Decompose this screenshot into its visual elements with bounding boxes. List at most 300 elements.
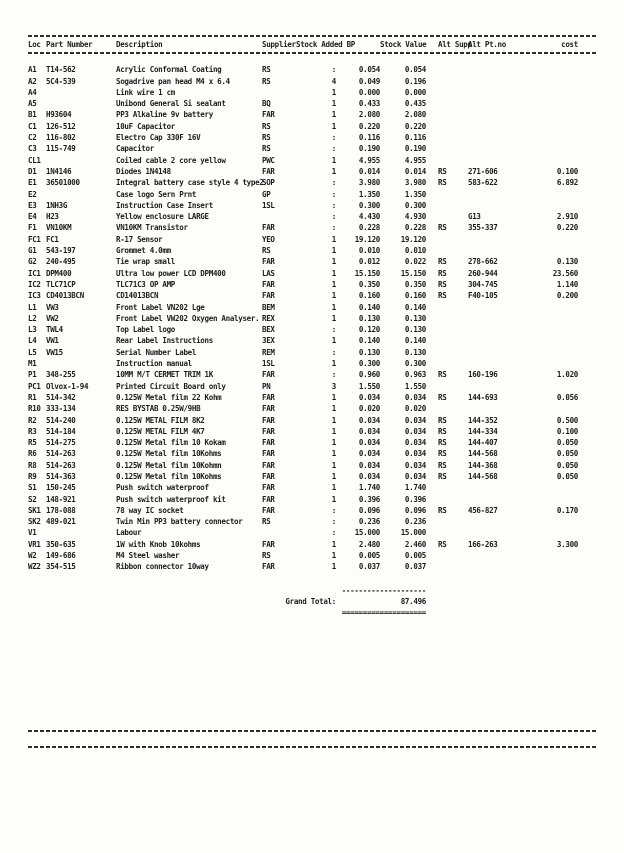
cell-supplier: RS	[262, 65, 271, 75]
cell-supplier: FAR	[262, 471, 275, 481]
footer-dashed-rule-2	[28, 746, 596, 748]
cell-part-number: VW3	[46, 302, 59, 312]
cell-cost: 0.200	[556, 291, 578, 301]
cell-alt-part-no: 144-352	[468, 415, 498, 425]
cell-loc: S2	[28, 494, 37, 504]
cell-supplier: BEM	[262, 302, 275, 312]
cell-loc: WZ2	[28, 562, 41, 572]
cell-alt-part-no	[456, 132, 516, 143]
cell-supplier: 3EX	[262, 336, 275, 346]
cell-unit-price: 0.300	[358, 359, 380, 369]
cell-qty-added: 4	[331, 76, 336, 86]
cell-description: Rear Label Instructions	[116, 336, 213, 346]
cell-cost	[516, 200, 596, 211]
cell-supplier: FAR	[262, 291, 275, 301]
cell-cost	[516, 143, 596, 154]
cell-supplier: REM	[262, 347, 275, 357]
cell-supplier: RS	[262, 121, 271, 131]
cell-alt-part-no: 144-334	[468, 426, 498, 436]
cell-supplier: LAS	[262, 268, 275, 278]
table-row	[28, 166, 596, 177]
cell-loc: SK1	[28, 505, 41, 515]
cell-cost	[516, 302, 596, 313]
cell-stock-value: 0.435	[404, 99, 426, 109]
cell-part-number: 5C4-539	[46, 76, 76, 86]
cell-alt-supplier	[426, 200, 456, 211]
table-row	[28, 415, 596, 426]
cell-description: Ribbon connector 10way	[116, 562, 209, 572]
cell-part-number: Olvox-1-94	[46, 381, 89, 391]
cell-part-number: 348-255	[46, 370, 76, 380]
cell-qty-added: 1	[331, 99, 336, 109]
cell-unit-price: 0.130	[358, 347, 380, 357]
cell-alt-supplier: RS	[438, 415, 447, 425]
table-row	[28, 471, 596, 482]
table-row	[28, 143, 596, 154]
cell-loc: R1	[28, 392, 37, 402]
cell-cost: 0.050	[556, 449, 578, 459]
cell-description: RES BYSTAB 0.25W/9HB	[116, 404, 201, 414]
cell-supplier: FAR	[262, 449, 275, 459]
table-row	[28, 302, 596, 313]
table-row	[28, 426, 596, 437]
cell-stock-value: 0.140	[404, 302, 426, 312]
cell-unit-price: 0.228	[358, 223, 380, 233]
cell-stock-value: 0.096	[404, 505, 426, 515]
cell-cost: 0.130	[556, 257, 578, 267]
cell-alt-supplier	[426, 76, 456, 87]
cell-description: Unibond General Si sealant	[116, 99, 226, 109]
column-header-supplier: Supplier	[262, 40, 296, 49]
cell-unit-price: 0.220	[358, 121, 380, 131]
cell-description: Diodes 1N4148	[116, 166, 171, 176]
cell-stock-value: 19.120	[400, 234, 426, 244]
cell-supplier: FAR	[262, 460, 275, 470]
cell-cost: 0.050	[556, 438, 578, 448]
cell-cost	[516, 347, 596, 358]
cell-description: 0.125W Metal film 10Kohmn	[116, 460, 222, 470]
cell-cost: 2.910	[556, 212, 578, 222]
cell-part-number	[46, 155, 116, 166]
cell-loc: C2	[28, 133, 37, 143]
cell-supplier	[262, 211, 296, 222]
cell-qty-added: 1	[331, 426, 336, 436]
table-row	[28, 121, 596, 132]
cell-cost	[516, 381, 596, 392]
cell-unit-price: 15.000	[354, 528, 380, 538]
cell-description: 0.125W Metal film 10Kohms	[116, 449, 222, 459]
cell-qty-added: :	[331, 347, 336, 357]
cell-alt-part-no	[456, 302, 516, 313]
cell-part-number: 126-512	[46, 121, 76, 131]
cell-stock-value: 0.190	[404, 144, 426, 154]
column-header-cost: cost	[561, 40, 578, 49]
cell-cost	[516, 64, 596, 75]
cell-unit-price: 0.054	[358, 65, 380, 75]
cell-stock-value: 1.550	[404, 381, 426, 391]
cell-qty-added: 1	[331, 471, 336, 481]
table-row	[28, 448, 596, 459]
cell-alt-supplier	[426, 189, 456, 200]
table-row	[28, 313, 596, 324]
cell-alt-part-no	[456, 98, 516, 109]
cell-qty-added: :	[331, 65, 336, 75]
cell-stock-value: 0.034	[404, 392, 426, 402]
cell-loc: E1	[28, 178, 37, 188]
cell-supplier: FAR	[262, 223, 275, 233]
cell-part-number: VW1	[46, 336, 59, 346]
table-row	[28, 98, 596, 109]
cell-loc: L2	[28, 313, 37, 323]
table-row	[28, 527, 596, 538]
cell-alt-part-no	[456, 189, 516, 200]
cell-cost: 0.056	[556, 392, 578, 402]
cell-alt-supplier: RS	[438, 279, 447, 289]
cell-stock-value: 0.034	[404, 471, 426, 481]
table-row	[28, 494, 596, 505]
table-row	[28, 189, 596, 200]
cell-qty-added: 1	[331, 87, 336, 97]
cell-description: Instruction manual	[116, 359, 192, 369]
cell-loc: B1	[28, 110, 37, 120]
cell-loc: S1	[28, 483, 37, 493]
cell-qty-added: 1	[331, 460, 336, 470]
cell-alt-part-no	[456, 482, 516, 493]
cell-unit-price: 0.160	[358, 291, 380, 301]
table-row	[28, 132, 596, 143]
table-row	[28, 290, 596, 301]
cell-stock-value: 0.000	[404, 87, 426, 97]
cell-part-number: 333-134	[46, 404, 76, 414]
cell-loc: C3	[28, 144, 37, 154]
cell-stock-value: 0.022	[404, 257, 426, 267]
cell-description: Integral battery case style 4 type2	[116, 178, 264, 188]
table-row	[28, 403, 596, 414]
table-row	[28, 64, 596, 75]
cell-loc: F1	[28, 223, 37, 233]
cell-part-number	[46, 527, 116, 538]
cell-stock-value: 0.034	[404, 460, 426, 470]
table-row	[28, 437, 596, 448]
cell-supplier: RS	[262, 517, 271, 527]
cell-alt-supplier	[426, 494, 456, 505]
cell-supplier: PWC	[262, 155, 275, 165]
cell-qty-added: 1	[331, 302, 336, 312]
cell-description: M4 Steel washer	[116, 551, 180, 561]
cell-part-number: VN10KM	[46, 223, 72, 233]
cell-cost	[516, 132, 596, 143]
cell-qty-added: :	[331, 212, 336, 222]
cell-loc: FC1	[28, 234, 41, 244]
cell-alt-part-no: 166-263	[468, 539, 498, 549]
cell-alt-part-no	[456, 403, 516, 414]
cell-loc: R2	[28, 415, 37, 425]
cell-qty-added: :	[331, 505, 336, 515]
cell-stock-value: 0.034	[404, 449, 426, 459]
cell-cost	[516, 109, 596, 120]
cell-alt-part-no	[456, 335, 516, 346]
cell-cost	[516, 76, 596, 87]
cell-cost	[516, 313, 596, 324]
cell-supplier: RS	[262, 246, 271, 256]
cell-description: Twin Min PP3 battery connector	[116, 517, 243, 527]
cell-loc: M1	[28, 359, 37, 369]
cell-cost	[516, 550, 596, 561]
cell-supplier: REX	[262, 313, 275, 323]
cell-loc: IC1	[28, 268, 41, 278]
cell-description: Sogadrive pan head M4 x 6.4	[116, 76, 230, 86]
cell-unit-price: 0.120	[358, 325, 380, 335]
grand-total-rule-row	[28, 585, 596, 596]
cell-description: Case logo Sern Prnt	[116, 189, 197, 199]
cell-stock-value: 0.130	[404, 347, 426, 357]
cell-alt-part-no	[456, 245, 516, 256]
cell-alt-part-no	[456, 155, 516, 166]
cell-stock-value: 1.740	[404, 483, 426, 493]
cell-alt-part-no: 160-196	[468, 370, 498, 380]
cell-part-number: 178-088	[46, 505, 76, 515]
cell-description: Instruction Case Insert	[116, 200, 213, 210]
cell-stock-value: 0.130	[404, 313, 426, 323]
cell-loc: E4	[28, 212, 37, 222]
cell-alt-supplier	[426, 245, 456, 256]
cell-stock-value: 0.054	[404, 65, 426, 75]
table-row	[28, 505, 596, 516]
cell-part-number: FC1	[46, 234, 59, 244]
cell-qty-added: :	[331, 200, 336, 210]
cell-unit-price: 0.020	[358, 404, 380, 414]
cell-part-number: 115-749	[46, 144, 76, 154]
cell-qty-added: 1	[331, 155, 336, 165]
table-row	[28, 516, 596, 527]
cell-supplier: BQ	[262, 99, 271, 109]
cell-stock-value: 0.037	[404, 562, 426, 572]
cell-unit-price: 0.010	[358, 246, 380, 256]
cell-alt-supplier: RS	[438, 257, 447, 267]
table-row	[28, 392, 596, 403]
cell-alt-part-no	[456, 234, 516, 245]
cell-supplier: FAR	[262, 494, 275, 504]
cell-qty-added: 1	[331, 166, 336, 176]
cell-supplier: PN	[262, 381, 271, 391]
table-row	[28, 381, 596, 392]
cell-loc: P1	[28, 370, 37, 380]
cell-loc: VR1	[28, 539, 41, 549]
cell-stock-value: 15.150	[400, 268, 426, 278]
cell-stock-value: 0.034	[404, 426, 426, 436]
cell-unit-price: 0.034	[358, 460, 380, 470]
cell-stock-value: 1.350	[404, 189, 426, 199]
cell-alt-supplier	[426, 358, 456, 369]
cell-supplier: FAR	[262, 279, 275, 289]
cell-cost: 3.300	[556, 539, 578, 549]
column-header-part-number: Part Number	[46, 40, 93, 49]
cell-alt-part-no: 144-693	[468, 392, 498, 402]
cell-description: Front Label VN202 Lge	[116, 302, 205, 312]
cell-supplier: RS	[262, 551, 271, 561]
cell-unit-price: 4.430	[358, 212, 380, 222]
grand-total-double-rule: ====================	[341, 608, 426, 618]
cell-description: 0.125W Metal film 10Kohms	[116, 471, 222, 481]
cell-cost	[516, 245, 596, 256]
cell-qty-added: 1	[331, 336, 336, 346]
cell-alt-supplier: RS	[438, 505, 447, 515]
cell-alt-part-no	[456, 358, 516, 369]
table-row	[28, 561, 596, 572]
cell-cost	[516, 87, 596, 98]
column-header-stock-value: Stock Value	[380, 40, 427, 49]
cell-description: 0.125W METAL FILM 8K2	[116, 415, 205, 425]
cell-cost: 0.050	[556, 460, 578, 470]
cell-qty-added: :	[331, 189, 336, 199]
table-body	[28, 64, 596, 572]
cell-unit-price: 0.005	[358, 551, 380, 561]
cell-cost: 0.500	[556, 415, 578, 425]
cell-unit-price: 0.034	[358, 471, 380, 481]
cell-description: Acrylic Conformal Coating	[116, 65, 222, 75]
cell-part-number: H23	[46, 212, 59, 222]
cell-stock-value: 0.196	[404, 76, 426, 86]
cell-cost: 23.560	[552, 268, 578, 278]
cell-unit-price: 1.350	[358, 189, 380, 199]
column-header-description: Description	[116, 40, 163, 49]
cell-unit-price: 4.955	[358, 155, 380, 165]
table-row	[28, 550, 596, 561]
cell-description: CD14013BCN	[116, 291, 159, 301]
table-row	[28, 539, 596, 550]
cell-description: VN10KM Transistor	[116, 223, 188, 233]
cell-supplier: FAR	[262, 404, 275, 414]
cell-qty-added: 1	[331, 404, 336, 414]
cell-description: Top Label logo	[116, 325, 176, 335]
cell-unit-price: 0.960	[358, 370, 380, 380]
cell-description: Push switch waterproof	[116, 483, 209, 493]
cell-loc: L3	[28, 325, 37, 335]
cell-unit-price: 0.350	[358, 279, 380, 289]
cell-qty-added: 1	[331, 551, 336, 561]
cell-supplier: FAR	[262, 370, 275, 380]
cell-description: Capacitor	[116, 144, 154, 154]
cell-unit-price: 0.000	[358, 87, 380, 97]
cell-part-number: TLC71CP	[46, 279, 76, 289]
cell-loc: R6	[28, 449, 37, 459]
cell-unit-price: 0.034	[358, 426, 380, 436]
cell-alt-supplier	[426, 335, 456, 346]
cell-alt-part-no: G13	[468, 212, 481, 222]
cell-stock-value: 0.220	[404, 121, 426, 131]
cell-loc: R5	[28, 438, 37, 448]
table-row	[28, 177, 596, 188]
cell-stock-value: 2.460	[404, 539, 426, 549]
grand-total-dashed-rule: --------------------	[341, 585, 426, 595]
cell-cost: 0.220	[556, 223, 578, 233]
cell-qty-added: 1	[331, 257, 336, 267]
cell-qty-added: 1	[331, 539, 336, 549]
cell-description: 0.125W Metal film 10 Kokam	[116, 438, 226, 448]
cell-stock-value: 0.005	[404, 551, 426, 561]
cell-alt-supplier	[426, 516, 456, 527]
cell-qty-added: :	[331, 223, 336, 233]
cell-part-number: 148-921	[46, 494, 76, 504]
cell-loc: PC1	[28, 381, 41, 391]
cell-loc: W2	[28, 551, 37, 561]
cell-description: Ultra low power LCD DPM400	[116, 268, 226, 278]
cell-part-number: 116-802	[46, 133, 76, 143]
cell-description: 10MM M/T CERMET TRIM 1K	[116, 370, 213, 380]
cell-loc: G2	[28, 257, 37, 267]
cell-alt-part-no	[456, 494, 516, 505]
table-row	[28, 268, 596, 279]
cell-qty-added: 1	[331, 359, 336, 369]
cell-alt-supplier: RS	[438, 178, 447, 188]
footer-dashed-rule-1	[28, 730, 596, 732]
cell-loc: L4	[28, 336, 37, 346]
cell-loc: IC2	[28, 279, 41, 289]
cell-part-number: 240-495	[46, 257, 76, 267]
cell-alt-part-no	[456, 143, 516, 154]
cell-stock-value: 0.034	[404, 438, 426, 448]
table-row	[28, 347, 596, 358]
cell-stock-value: 0.300	[404, 359, 426, 369]
cell-loc: A2	[28, 76, 37, 86]
cell-loc: IC3	[28, 291, 41, 301]
cell-alt-supplier	[426, 347, 456, 358]
cell-alt-supplier: RS	[438, 291, 447, 301]
cell-part-number: 150-245	[46, 483, 76, 493]
cell-supplier: FAR	[262, 415, 275, 425]
cell-description: Tie wrap small	[116, 257, 176, 267]
cell-part-number: 354-515	[46, 562, 76, 572]
cell-loc: L1	[28, 302, 37, 312]
cell-unit-price: 0.012	[358, 257, 380, 267]
cell-unit-price: 19.120	[354, 234, 380, 244]
cell-loc: CL1	[28, 155, 41, 165]
cell-cost	[516, 324, 596, 335]
table-row	[28, 222, 596, 233]
cell-loc: A4	[28, 87, 37, 97]
cell-unit-price: 1.740	[358, 483, 380, 493]
cell-stock-value: 0.020	[404, 404, 426, 414]
cell-loc: E3	[28, 200, 37, 210]
top-dashed-rule	[28, 35, 596, 37]
cell-qty-added: 1	[331, 483, 336, 493]
cell-loc: A1	[28, 65, 37, 75]
cell-alt-part-no	[456, 381, 516, 392]
cell-qty-added: 1	[331, 234, 336, 244]
cell-supplier: FAR	[262, 562, 275, 572]
column-header-stock-added-bp: Stock Added BP	[296, 40, 356, 49]
cell-part-number	[46, 358, 116, 369]
cell-part-number: 350-635	[46, 539, 76, 549]
cell-supplier: GP	[262, 189, 271, 199]
cell-alt-supplier: RS	[438, 449, 447, 459]
cell-cost	[516, 155, 596, 166]
cell-alt-part-no	[456, 109, 516, 120]
cell-part-number: 514-275	[46, 438, 76, 448]
cell-description: TLC71C3 OP AMP	[116, 279, 176, 289]
cell-alt-part-no: 456-827	[468, 505, 498, 515]
cell-supplier: FAR	[262, 257, 275, 267]
cell-stock-value: 0.396	[404, 494, 426, 504]
cell-alt-part-no: F40-105	[468, 291, 498, 301]
cell-loc: A5	[28, 99, 37, 109]
cell-alt-part-no	[456, 550, 516, 561]
cell-alt-supplier: RS	[438, 438, 447, 448]
cell-alt-part-no: 144-407	[468, 438, 498, 448]
cell-unit-price: 0.034	[358, 438, 380, 448]
cell-unit-price: 0.034	[358, 415, 380, 425]
cell-alt-supplier	[426, 64, 456, 75]
